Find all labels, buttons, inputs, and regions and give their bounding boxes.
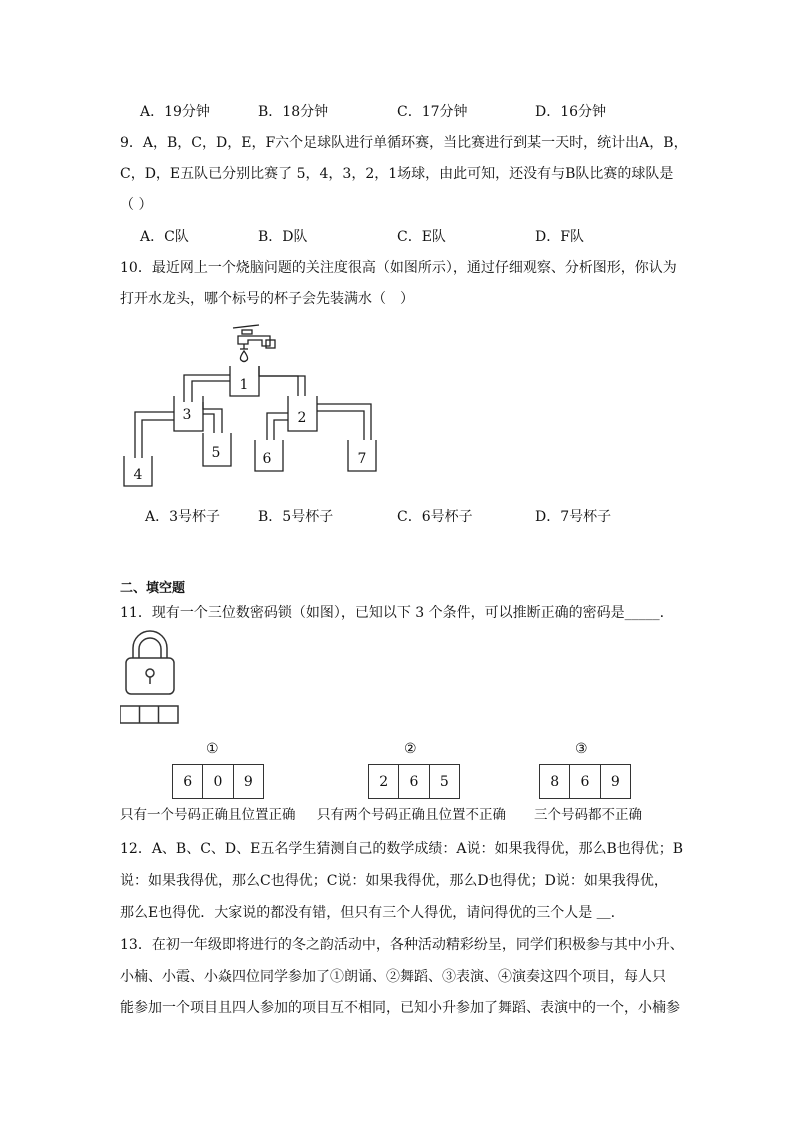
q13-text-line1: 13．在初一年级即将进行的冬之韵活动中，各种活动精彩纷呈，同学们积极参与其中小升、	[120, 937, 684, 953]
q13-text-line2: 小楠、小霞、小焱四位同学参加了①朗诵、②舞蹈、③表演、④演奏这四个项目，每人只	[120, 969, 666, 985]
cup-label-6: 6	[262, 451, 272, 467]
cup-label-4: 4	[133, 467, 143, 483]
q10-option-c: C．6号杯子	[397, 509, 473, 525]
q12-text-line3: 那么E也得优．大家说的都没有错，但只有三个人得优，请问得优的三个人是 ＿.	[120, 905, 616, 921]
clue-number-1: ①	[206, 741, 219, 757]
q9-option-a: A．C队	[140, 229, 189, 245]
cup-label-3: 3	[182, 407, 192, 423]
q10-option-d: D．7号杯子	[535, 509, 612, 525]
clue-number-3: ③	[575, 741, 588, 757]
clue-digit: 6	[399, 765, 429, 798]
q13-text-line3: 能参加一个项目且四人参加的项目互不相同，已知小升参加了舞蹈、表演中的一个，小楠参	[120, 1000, 680, 1016]
faucet-icon	[233, 325, 275, 362]
q10-text-line2: 打开水龙头，哪个标号的杯子会先装满水（ ）	[120, 291, 414, 307]
clue-caption-1: 只有一个号码正确且位置正确	[120, 807, 296, 823]
q9-option-d: D．F队	[535, 229, 584, 245]
cup-label-5: 5	[211, 445, 221, 461]
clue-digit: 6	[570, 765, 600, 798]
q11-text-line1: 11．现有一个三位数密码锁（如图），已知以下 3 个条件，可以推断正确的密码是_____.	[120, 605, 665, 621]
clue-digits-2	[368, 764, 460, 799]
q8-option-b: B．18分钟	[258, 104, 329, 120]
q10-option-a: A．3号杯子	[145, 509, 221, 525]
clue-digits-3	[539, 764, 631, 799]
clue-digit: 8	[540, 765, 570, 798]
q8-option-c: C．17分钟	[397, 104, 468, 120]
clue-number-2: ②	[404, 741, 417, 757]
clue-digits-1	[172, 764, 264, 799]
cup-label-2: 2	[297, 410, 307, 426]
clue-caption-2: 只有两个号码正确且位置不正确	[317, 807, 506, 823]
q9-text-line2: C，D，E五队已分别比赛了 5，4，3，2，1场球，由此可知，还没有与B队比赛的球队是	[120, 166, 674, 182]
q9-text-line1: 9．A，B，C，D，E，F六个足球队进行单循环赛，当比赛进行到某一天时，统计出A，B，	[120, 135, 688, 151]
q12-text-line2: 说：如果我得优，那么C也得优；C说：如果我得优，那么D也得优；D说：如果我得优，	[120, 873, 668, 889]
padlock-icon	[120, 628, 180, 724]
q8-option-a: A．19分钟	[140, 104, 210, 120]
cup-label-7: 7	[357, 451, 367, 467]
q9-option-c: C．E队	[397, 229, 446, 245]
q9-text-line3: （ ）	[120, 197, 153, 213]
q10-option-b: B．5号杯子	[258, 509, 334, 525]
q8-option-d: D．16分钟	[535, 104, 607, 120]
clue-caption-3: 三个号码都不正确	[534, 807, 642, 823]
section-title: 二、填空题	[120, 581, 186, 596]
clue-digit: 9	[243, 773, 253, 790]
clue-digit: 9	[610, 773, 620, 790]
cup-label-1: 1	[239, 377, 249, 393]
q10-text-line1: 10．最近网上一个烧脑问题的关注度很高（如图所示），通过仔细观察、分析图形，你认为	[120, 260, 677, 276]
clue-digit: 0	[203, 765, 233, 798]
water-cups-diagram	[0, 0, 794, 520]
q9-option-b: B．D队	[258, 229, 308, 245]
clue-digit: 6	[173, 765, 203, 798]
q12-text-line1: 12．A、B、C、D、E五名学生猜测自己的数学成绩：A说：如果我得优，那么B也得优；B	[120, 841, 684, 857]
clue-digit: 2	[369, 765, 399, 798]
clue-digit: 5	[439, 773, 449, 790]
